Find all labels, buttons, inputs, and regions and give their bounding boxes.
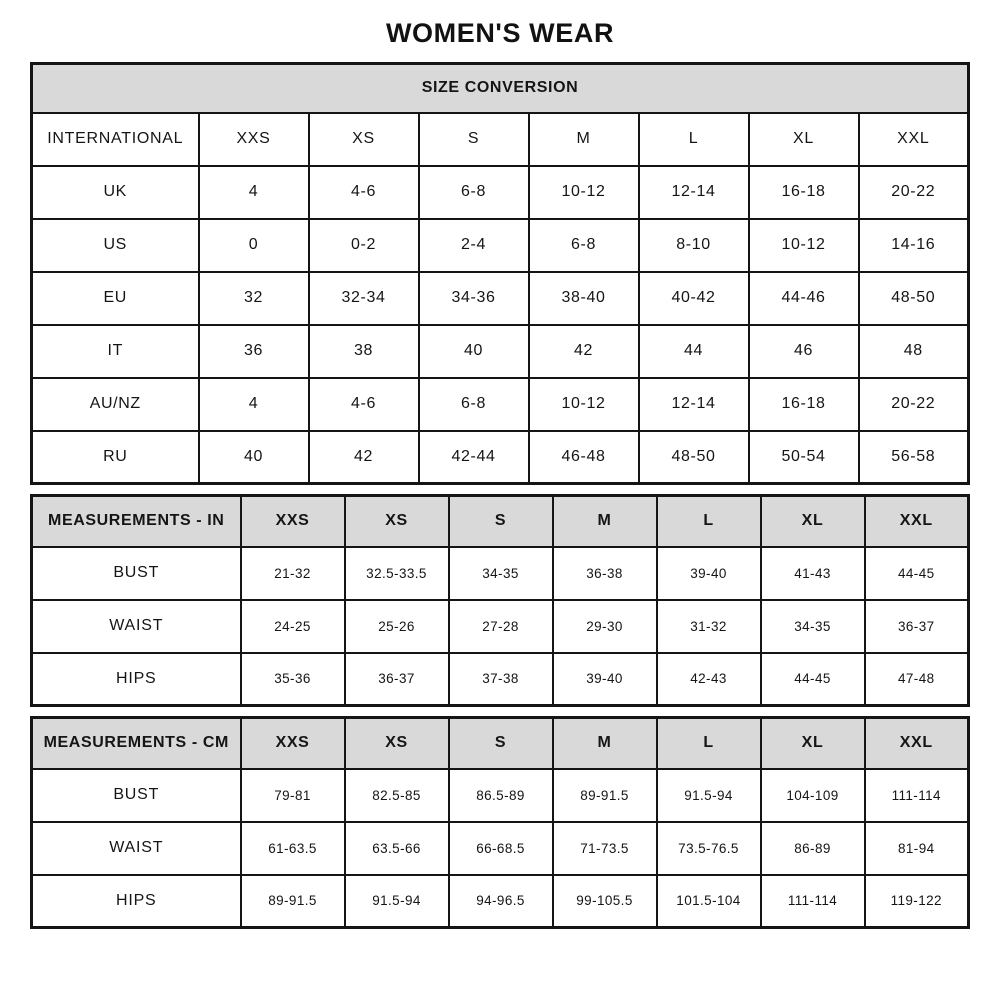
data-cell: 6-8 (419, 378, 529, 431)
row-label-eu: EU (32, 272, 199, 325)
row-label-hips: HIPS (32, 875, 241, 928)
size-header-xl: XL (761, 496, 865, 547)
data-cell: 82.5-85 (345, 769, 449, 822)
data-cell: 10-12 (529, 166, 639, 219)
data-cell: 34-35 (449, 547, 553, 600)
table-row-waist-cm (32, 822, 969, 875)
data-cell: 61-63.5 (241, 822, 345, 875)
measurements-cm-header: MEASUREMENTS - CM (32, 718, 241, 769)
data-cell: 38-40 (529, 272, 639, 325)
data-cell: 34-36 (419, 272, 529, 325)
data-cell: 111-114 (865, 769, 969, 822)
table-row-hips-cm (32, 875, 969, 928)
table-row-bust-cm (32, 769, 969, 822)
data-cell: 42 (309, 431, 419, 484)
row-label-bust: BUST (32, 547, 241, 600)
data-cell: 81-94 (865, 822, 969, 875)
data-cell: 14-16 (859, 219, 969, 272)
size-header-xl: XL (761, 718, 865, 769)
table-row-us (32, 219, 969, 272)
data-cell: 4 (199, 166, 309, 219)
data-cell: 111-114 (761, 875, 865, 928)
row-label-it: IT (32, 325, 199, 378)
data-cell: 66-68.5 (449, 822, 553, 875)
data-cell: 31-32 (657, 600, 761, 653)
data-cell: 16-18 (749, 378, 859, 431)
data-cell: 73.5-76.5 (657, 822, 761, 875)
data-cell: 32.5-33.5 (345, 547, 449, 600)
data-cell: 44-45 (761, 653, 865, 706)
data-cell: 56-58 (859, 431, 969, 484)
size-header-xxs: XXS (241, 496, 345, 547)
data-cell: 47-48 (865, 653, 969, 706)
column-header-xxs: XXS (199, 113, 309, 166)
size-header-xs: XS (345, 496, 449, 547)
column-header-xs: XS (309, 113, 419, 166)
data-cell: 0-2 (309, 219, 419, 272)
data-cell: 12-14 (639, 166, 749, 219)
data-cell: 12-14 (639, 378, 749, 431)
row-label-waist: WAIST (32, 600, 241, 653)
data-cell: 32-34 (309, 272, 419, 325)
data-cell: 36-37 (865, 600, 969, 653)
data-cell: 39-40 (553, 653, 657, 706)
table-row-it (32, 325, 969, 378)
data-cell: 41-43 (761, 547, 865, 600)
size-conversion-header: SIZE CONVERSION (32, 64, 969, 113)
row-label-bust: BUST (32, 769, 241, 822)
data-cell: 71-73.5 (553, 822, 657, 875)
data-cell: 36-38 (553, 547, 657, 600)
table-row-ru (32, 431, 969, 484)
data-cell: 40 (199, 431, 309, 484)
table-row-aunz (32, 378, 969, 431)
data-cell: 119-122 (865, 875, 969, 928)
data-cell: 104-109 (761, 769, 865, 822)
size-header-l: L (657, 496, 761, 547)
table-row-eu (32, 272, 969, 325)
data-cell: 44 (639, 325, 749, 378)
data-cell: 6-8 (529, 219, 639, 272)
data-cell: 89-91.5 (553, 769, 657, 822)
size-header-xxl: XXL (865, 718, 969, 769)
data-cell: 101.5-104 (657, 875, 761, 928)
data-cell: 34-35 (761, 600, 865, 653)
size-header-xxs: XXS (241, 718, 345, 769)
table-row-bust-in (32, 547, 969, 600)
measurements-cm-table (30, 716, 970, 929)
column-header-xxl: XXL (859, 113, 969, 166)
row-label-uk: UK (32, 166, 199, 219)
data-cell: 4 (199, 378, 309, 431)
data-cell: 10-12 (529, 378, 639, 431)
measurements-in-header: MEASUREMENTS - IN (32, 496, 241, 547)
data-cell: 21-32 (241, 547, 345, 600)
row-label-ru: RU (32, 431, 199, 484)
column-header-l: L (639, 113, 749, 166)
data-cell: 35-36 (241, 653, 345, 706)
data-cell: 91.5-94 (657, 769, 761, 822)
data-cell: 40-42 (639, 272, 749, 325)
row-label-us: US (32, 219, 199, 272)
column-header-international: INTERNATIONAL (32, 113, 199, 166)
row-label-aunz: AU/NZ (32, 378, 199, 431)
data-cell: 16-18 (749, 166, 859, 219)
size-header-m: M (553, 496, 657, 547)
data-cell: 44-45 (865, 547, 969, 600)
measurements-cm-header-row (32, 718, 969, 769)
column-header-xl: XL (749, 113, 859, 166)
data-cell: 99-105.5 (553, 875, 657, 928)
data-cell: 44-46 (749, 272, 859, 325)
measurements-in-header-row (32, 496, 969, 547)
size-header-m: M (553, 718, 657, 769)
data-cell: 89-91.5 (241, 875, 345, 928)
data-cell: 42 (529, 325, 639, 378)
size-header-xxl: XXL (865, 496, 969, 547)
table-gap (30, 485, 970, 494)
data-cell: 36-37 (345, 653, 449, 706)
measurements-in-table (30, 494, 970, 707)
data-cell: 48-50 (859, 272, 969, 325)
data-cell: 2-4 (419, 219, 529, 272)
size-header-s: S (449, 718, 553, 769)
page-title: WOMEN'S WEAR (385, 18, 615, 48)
row-label-waist: WAIST (32, 822, 241, 875)
data-cell: 42-44 (419, 431, 529, 484)
data-cell: 39-40 (657, 547, 761, 600)
data-cell: 24-25 (241, 600, 345, 653)
data-cell: 6-8 (419, 166, 529, 219)
table-banner-row (32, 64, 969, 113)
data-cell: 86.5-89 (449, 769, 553, 822)
row-label-hips: HIPS (32, 653, 241, 706)
size-conversion-table (30, 62, 970, 485)
data-cell: 4-6 (309, 378, 419, 431)
data-cell: 8-10 (639, 219, 749, 272)
table-gap (30, 707, 970, 716)
data-cell: 29-30 (553, 600, 657, 653)
data-cell: 27-28 (449, 600, 553, 653)
size-header-xs: XS (345, 718, 449, 769)
data-cell: 10-12 (749, 219, 859, 272)
data-cell: 38 (309, 325, 419, 378)
data-cell: 25-26 (345, 600, 449, 653)
data-cell: 20-22 (859, 378, 969, 431)
column-header-m: M (529, 113, 639, 166)
data-cell: 79-81 (241, 769, 345, 822)
data-cell: 94-96.5 (449, 875, 553, 928)
data-cell: 20-22 (859, 166, 969, 219)
data-cell: 0 (199, 219, 309, 272)
data-cell: 40 (419, 325, 529, 378)
table-row-waist-in (32, 600, 969, 653)
column-header-row (32, 113, 969, 166)
data-cell: 36 (199, 325, 309, 378)
size-header-l: L (657, 718, 761, 769)
data-cell: 4-6 (309, 166, 419, 219)
data-cell: 32 (199, 272, 309, 325)
data-cell: 37-38 (449, 653, 553, 706)
data-cell: 50-54 (749, 431, 859, 484)
data-cell: 48-50 (639, 431, 749, 484)
table-row-uk (32, 166, 969, 219)
data-cell: 48 (859, 325, 969, 378)
data-cell: 46-48 (529, 431, 639, 484)
table-row-hips-in (32, 653, 969, 706)
data-cell: 86-89 (761, 822, 865, 875)
data-cell: 46 (749, 325, 859, 378)
data-cell: 63.5-66 (345, 822, 449, 875)
data-cell: 91.5-94 (345, 875, 449, 928)
column-header-s: S (419, 113, 529, 166)
data-cell: 42-43 (657, 653, 761, 706)
size-header-s: S (449, 496, 553, 547)
